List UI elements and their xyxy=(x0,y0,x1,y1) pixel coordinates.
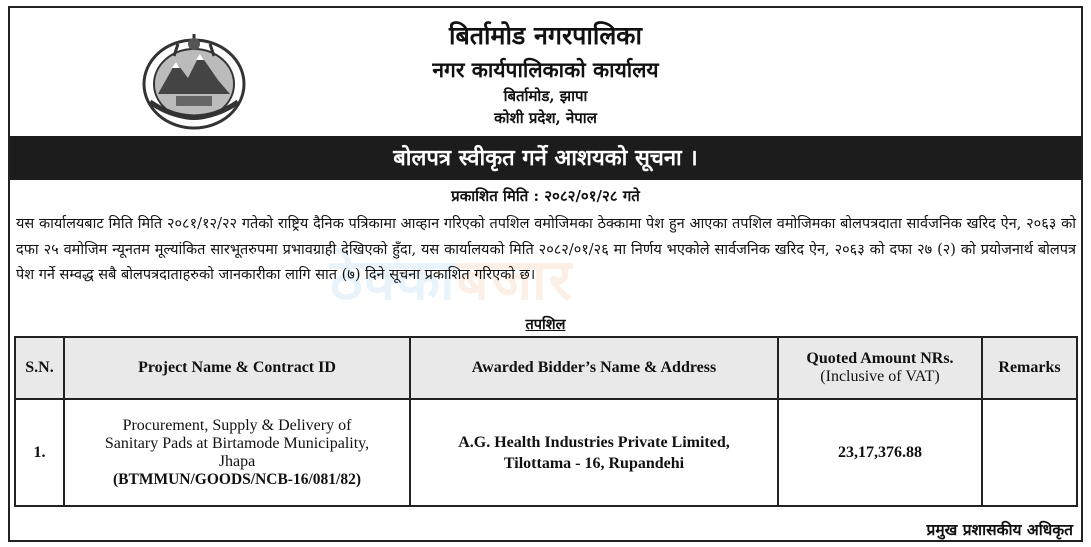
project-line-2: Sanitary Pads at Birtamode Municipality, xyxy=(104,434,370,452)
municipality-name: बिर्तामोड नगरपालिका xyxy=(449,21,642,50)
project-line-1: Procurement, Supply & Delivery of xyxy=(122,416,352,434)
notice-frame xyxy=(8,6,1083,542)
project-line-3: Jhapa xyxy=(218,452,256,470)
office-name: नगर कार्यपालिकाको कार्यालय xyxy=(432,57,659,82)
header-amount xyxy=(778,337,982,399)
details-subheading xyxy=(10,314,1081,334)
cell-sn: 1. xyxy=(15,399,64,506)
table-row xyxy=(15,399,1077,506)
cell-project xyxy=(64,399,410,506)
watermark-part-1: ठेक्का xyxy=(330,248,457,313)
header-sn: S.N. xyxy=(15,337,64,399)
table-header-row xyxy=(15,337,1077,399)
notice-header xyxy=(10,8,1081,136)
award-table xyxy=(14,336,1078,507)
cell-remarks xyxy=(982,399,1077,506)
details-subheading-text: तपशिल xyxy=(525,316,566,333)
header-remarks: Remarks xyxy=(982,337,1077,399)
bidder-address: Tilottama - 16, Rupandehi xyxy=(503,454,685,472)
address-line-2: कोशी प्रदेश, नेपाल xyxy=(494,109,597,127)
signatory-title: प्रमुख प्रशासकीय अधिकृत xyxy=(926,520,1073,539)
address-line-1: बिर्तामोड, झापा xyxy=(503,87,588,105)
header-bidder: Awarded Bidder’s Name & Address xyxy=(410,337,778,399)
notice-body-paragraph: यस कार्यालयबाट मिति मिति २०८१/१२/२२ गतेको राष्ट्रिय दैनिक पत्रिकामा आव्हान गरिएको तपशिल वमोजिमका ठेक्कामा पेश हुन आएका तपशिल वमोजिमका बोलपत्रदाता सार्वजनिक खरिद ऐन, २०६३ को दफा २५ वमोजिम न्यूनतम मूल्यांकित सारभूतरुपमा प्रभावग्राही देखिएको हुँदा, यस कार्यालयको मिति २०८२/०१/२६ मा निर्णय भएकोले सार्वजनिक खरिद ऐन, २०६३ को दफा २७ (२) को प्रयोजनार्थ बोलपत्र पेश गर्ने सम्वद्ध सबै बोलपत्रदाताहरुको जानकारीका लागि सात (७) दिने सूचना प्रकाशित गरिएको छ। xyxy=(16,216,1076,283)
header-amount-line-1: Quoted Amount NRs. xyxy=(806,350,954,367)
notice-title-banner: बोलपत्र स्वीकृत गर्ने आशयको सूचना । xyxy=(10,136,1081,180)
published-date: प्रकाशित मिति : २०८२/०१/२८ गते xyxy=(451,187,640,205)
header-project: Project Name & Contract ID xyxy=(64,337,410,399)
contract-id: (BTMMUN/GOODS/NCB-16/081/82) xyxy=(113,470,361,488)
cell-amount: 23,17,376.88 xyxy=(778,399,982,506)
header-amount-line-2: (Inclusive of VAT) xyxy=(820,368,940,385)
watermark-part-2: बजार xyxy=(456,248,574,313)
cell-bidder xyxy=(410,399,778,506)
bidder-name: A.G. Health Industries Private Limited, xyxy=(458,433,730,451)
